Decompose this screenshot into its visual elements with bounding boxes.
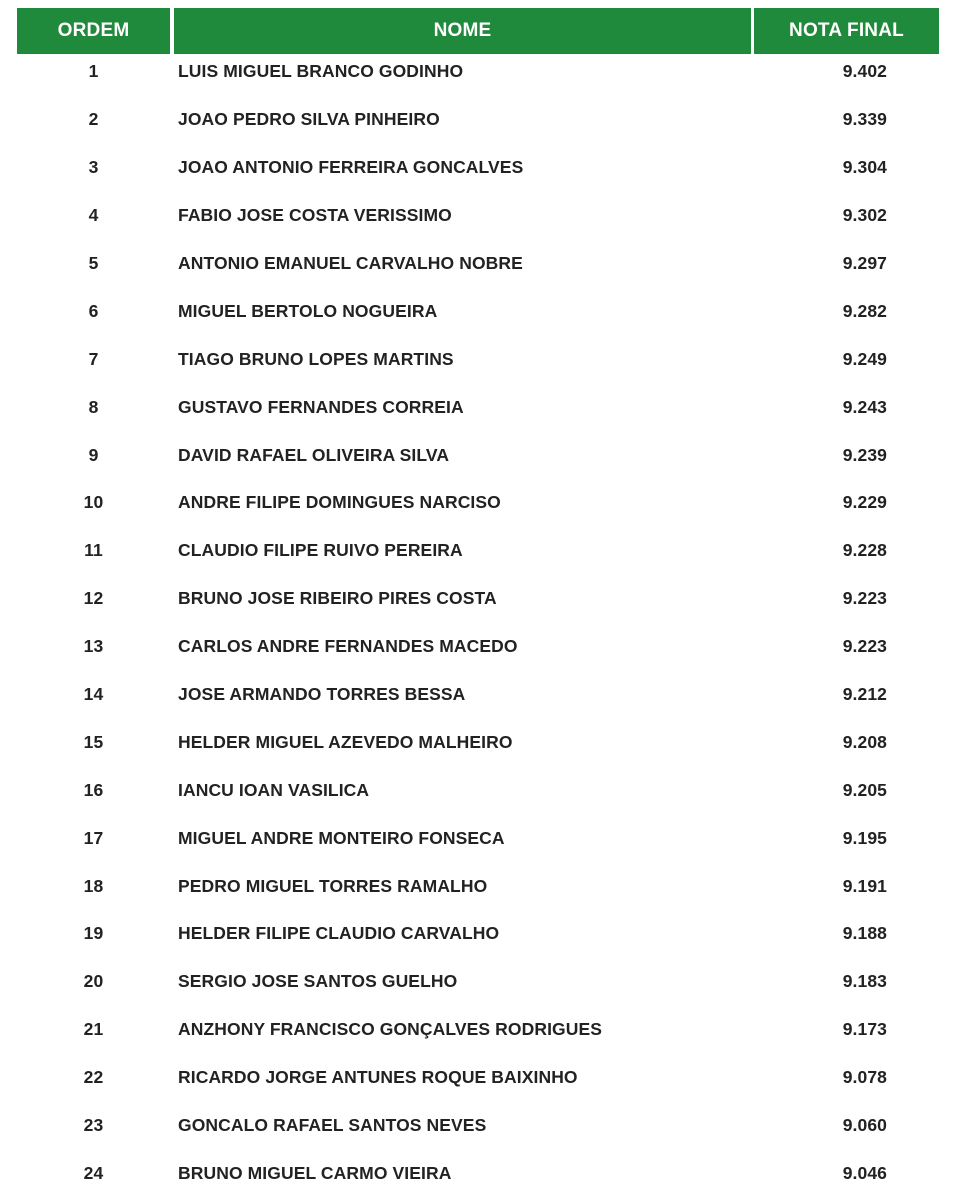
header-nome: NOME (174, 8, 751, 54)
cell-nota-final: 9.229 (842, 492, 887, 513)
cell-nome: GUSTAVO FERNANDES CORREIA (178, 396, 464, 417)
table-body (17, 48, 939, 1197)
cell-nome: ANTONIO EMANUEL CARVALHO NOBRE (178, 253, 523, 273)
cell-ordem: 19 (83, 923, 104, 944)
cell-nota-final: 9.060 (842, 1115, 887, 1136)
cell-ordem: 13 (83, 636, 104, 657)
cell-nota-final: 9.339 (842, 109, 887, 130)
cell-ordem: 3 (88, 157, 99, 178)
table-row (17, 910, 939, 958)
cell-ordem: 9 (88, 444, 99, 465)
cell-nota-final: 9.302 (842, 205, 887, 226)
table-row (17, 575, 939, 623)
cell-ordem: 1 (88, 61, 99, 82)
cell-ordem: 5 (88, 253, 99, 273)
cell-nota-final: 9.195 (842, 827, 887, 848)
cell-ordem: 7 (88, 348, 99, 369)
cell-nota-final: 9.046 (842, 1162, 887, 1183)
cell-nota-final: 9.078 (842, 1067, 887, 1088)
cell-nota-final: 9.249 (842, 348, 887, 369)
cell-nota-final: 9.297 (842, 253, 887, 273)
table-row (17, 623, 939, 671)
cell-ordem: 22 (83, 1067, 104, 1088)
cell-nome: DAVID RAFAEL OLIVEIRA SILVA (178, 444, 450, 465)
cell-nome: CARLOS ANDRE FERNANDES MACEDO (178, 636, 518, 657)
table-row (17, 479, 939, 527)
cell-nome: TIAGO BRUNO LOPES MARTINS (178, 348, 454, 369)
cell-nota-final: 9.282 (842, 300, 887, 321)
cell-ordem: 12 (83, 588, 104, 609)
cell-nota-final: 9.304 (842, 157, 887, 178)
cell-ordem: 23 (83, 1115, 104, 1136)
cell-ordem: 4 (88, 205, 99, 226)
table-row (17, 1102, 939, 1150)
cell-nome: MIGUEL ANDRE MONTEIRO FONSECA (178, 827, 505, 848)
cell-ordem: 17 (83, 827, 104, 848)
cell-nome: GONCALO RAFAEL SANTOS NEVES (178, 1115, 487, 1136)
table-row (17, 527, 939, 575)
table-row (17, 766, 939, 814)
cell-ordem: 11 (84, 540, 103, 561)
table-row (17, 718, 939, 766)
table-row (17, 1054, 939, 1102)
cell-nome: JOSE ARMANDO TORRES BESSA (178, 684, 466, 705)
cell-nome: JOAO ANTONIO FERREIRA GONCALVES (178, 157, 524, 178)
table-row (17, 1149, 939, 1197)
table-row (17, 383, 939, 431)
cell-nota-final: 9.223 (842, 636, 887, 657)
table-row (17, 1006, 939, 1054)
cell-ordem: 15 (83, 731, 104, 752)
cell-nome: SERGIO JOSE SANTOS GUELHO (178, 971, 458, 992)
cell-ordem: 18 (83, 875, 104, 896)
cell-nota-final: 9.223 (842, 588, 887, 609)
table-row (17, 862, 939, 910)
table-row (17, 814, 939, 862)
table-row (17, 48, 939, 96)
cell-ordem: 10 (83, 492, 104, 513)
cell-nome: LUIS MIGUEL BRANCO GODINHO (178, 61, 464, 82)
cell-nota-final: 9.243 (842, 396, 887, 417)
cell-ordem: 14 (83, 684, 104, 705)
cell-nota-final: 9.239 (842, 444, 887, 465)
cell-ordem: 16 (83, 779, 104, 800)
cell-nome: IANCU IOAN VASILICA (178, 779, 370, 800)
cell-nome: BRUNO MIGUEL CARMO VIEIRA (178, 1162, 452, 1183)
cell-nota-final: 9.402 (842, 61, 887, 82)
header-ordem: ORDEM (17, 8, 170, 54)
cell-nome: FABIO JOSE COSTA VERISSIMO (178, 205, 452, 226)
table-row (17, 96, 939, 144)
cell-nome: ANZHONY FRANCISCO GONÇALVES RODRIGUES (178, 1019, 603, 1040)
cell-nome: HELDER FILIPE CLAUDIO CARVALHO (178, 923, 500, 944)
cell-ordem: 6 (88, 300, 99, 321)
cell-nome: CLAUDIO FILIPE RUIVO PEREIRA (178, 540, 463, 561)
cell-ordem: 24 (83, 1162, 104, 1183)
cell-nota-final: 9.188 (842, 923, 887, 944)
cell-nota-final: 9.212 (842, 684, 887, 705)
table-row (17, 335, 939, 383)
cell-nome: HELDER MIGUEL AZEVEDO MALHEIRO (178, 731, 513, 752)
table-row (17, 144, 939, 192)
cell-nome: MIGUEL BERTOLO NOGUEIRA (178, 300, 438, 321)
table-row (17, 958, 939, 1006)
cell-ordem: 21 (83, 1019, 104, 1040)
table-row (17, 431, 939, 479)
cell-nome: RICARDO JORGE ANTUNES ROQUE BAIXINHO (178, 1067, 578, 1088)
cell-ordem: 2 (88, 109, 99, 130)
cell-nome: BRUNO JOSE RIBEIRO PIRES COSTA (178, 588, 497, 609)
cell-nota-final: 9.228 (842, 540, 887, 561)
cell-ordem: 20 (83, 971, 104, 992)
table-row (17, 192, 939, 240)
cell-ordem: 8 (88, 396, 99, 417)
table-row (17, 287, 939, 335)
table-row (17, 671, 939, 719)
cell-nota-final: 9.208 (842, 731, 887, 752)
cell-nome: ANDRE FILIPE DOMINGUES NARCISO (178, 492, 501, 513)
cell-nota-final: 9.191 (842, 875, 887, 896)
table-row (17, 240, 939, 288)
cell-nota-final: 9.173 (842, 1019, 887, 1040)
header-nota-final: NOTA FINAL (754, 8, 939, 54)
cell-nome: PEDRO MIGUEL TORRES RAMALHO (178, 875, 488, 896)
cell-nota-final: 9.205 (842, 779, 887, 800)
cell-nota-final: 9.183 (842, 971, 887, 992)
cell-nome: JOAO PEDRO SILVA PINHEIRO (178, 109, 440, 130)
